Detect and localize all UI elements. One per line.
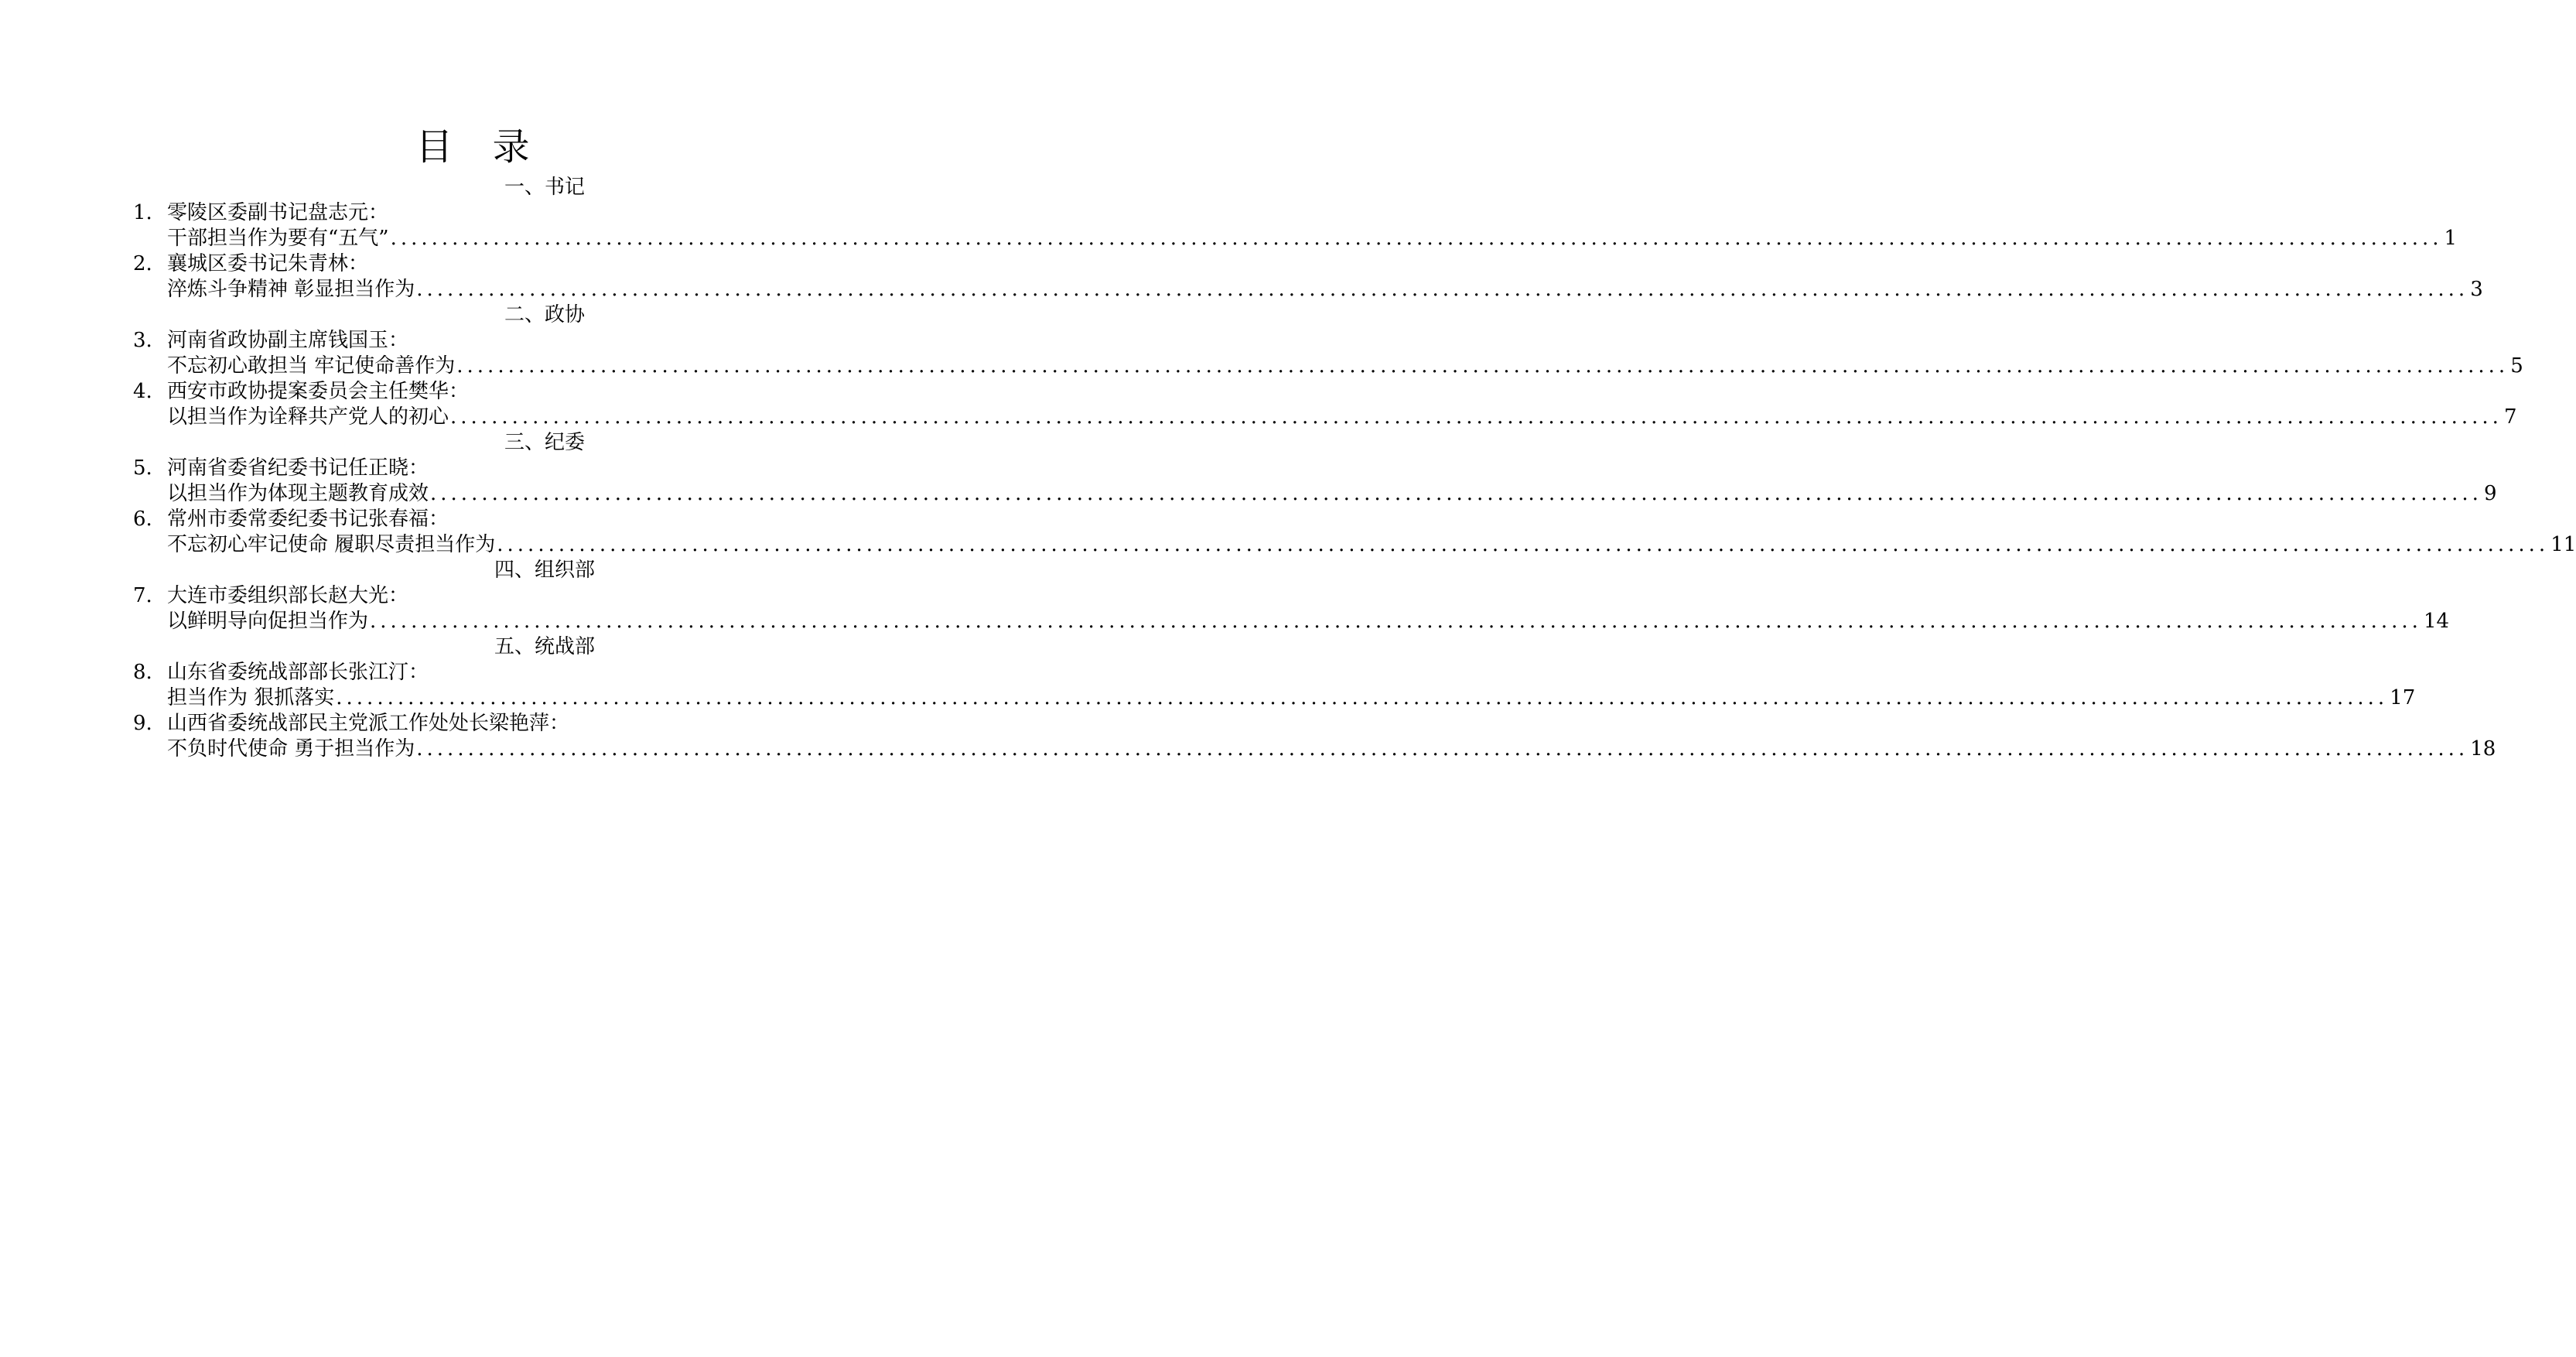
table-of-contents <box>133 175 2576 762</box>
entry-page-number: 14 <box>2423 610 2450 633</box>
toc-entry[interactable] <box>133 711 2496 762</box>
dot-leader: ........................................................................................................................................................................................................ <box>430 482 2482 505</box>
entry-number: 2. <box>133 252 152 275</box>
entry-page-number: 17 <box>2390 686 2416 709</box>
entry-page-number: 9 <box>2483 482 2497 505</box>
entry-title: 不忘初心敢担当 牢记使命善作为 <box>167 354 456 378</box>
toc-entry[interactable] <box>133 328 2523 379</box>
entry-number: 7. <box>133 584 152 607</box>
entry-number: 4. <box>133 380 152 403</box>
dot-leader: ........................................................................................................................................................................................................ <box>416 737 2469 761</box>
entry-author: 大连市委组织部长赵大光： <box>167 584 409 607</box>
toc-entry[interactable] <box>133 583 2450 634</box>
entry-author: 河南省政协副主席钱国玉： <box>167 329 409 352</box>
entry-title: 以担当作为体现主题教育成效 <box>167 482 429 505</box>
section-heading: 四、组织部 <box>494 559 595 582</box>
toc-entry[interactable] <box>133 251 2483 303</box>
entry-page-number: 1 <box>2444 227 2458 250</box>
toc-entry[interactable] <box>133 200 2458 251</box>
entry-author: 常州市委常委纪委书记张春福： <box>167 508 449 531</box>
entry-author: 山东省委统战部部长张江汀： <box>167 661 429 684</box>
entry-number: 6. <box>133 508 152 531</box>
entry-author: 河南省委省纪委书记任正晓： <box>167 456 429 480</box>
entry-title: 以担当作为诠释共产党人的初心 <box>167 405 449 429</box>
entry-title: 担当作为 狠抓落实 <box>167 686 335 709</box>
entry-title: 干部担当作为要有“五气” <box>167 227 389 250</box>
dot-leader: ........................................................................................................................................................................................................ <box>456 354 2509 378</box>
section-heading: 一、书记 <box>504 176 585 199</box>
dot-leader: ........................................................................................................................................................................................................ <box>336 686 2389 709</box>
entry-author: 襄城区委书记朱青林： <box>167 252 369 275</box>
entry-title: 不负时代使命 勇于担当作为 <box>167 737 415 761</box>
entry-author: 零陵区委副书记盘志元： <box>167 201 389 224</box>
entry-page-number: 3 <box>2470 278 2483 301</box>
entry-number: 1. <box>133 201 152 224</box>
toc-entry[interactable] <box>133 379 2517 430</box>
entry-number: 8. <box>133 661 152 684</box>
entry-page-number: 7 <box>2503 405 2517 429</box>
entry-number: 3. <box>133 329 152 352</box>
section-heading: 二、政协 <box>504 303 585 326</box>
entry-author: 山西省委统战部民主党派工作处处长梁艳萍： <box>167 712 570 735</box>
entry-title: 不忘初心牢记使命 履职尽责担当作为 <box>167 533 496 556</box>
dot-leader: ........................................................................................................................................................................................................ <box>416 278 2469 301</box>
entry-title: 淬炼斗争精神 彰显担当作为 <box>167 278 415 301</box>
section-heading: 三、纪委 <box>504 431 585 454</box>
entry-author: 西安市政协提案委员会主任樊华： <box>167 380 470 403</box>
toc-title: 目 录 <box>415 125 544 169</box>
section-heading: 五、统战部 <box>494 635 595 658</box>
entry-page-number: 11 <box>2550 533 2576 556</box>
toc-entry[interactable] <box>133 507 2576 558</box>
entry-page-number: 18 <box>2470 737 2496 761</box>
dot-leader: ........................................................................................................................................................................................................ <box>497 533 2550 556</box>
dot-leader: ........................................................................................................................................................................................................ <box>390 227 2443 250</box>
toc-entry[interactable] <box>133 660 2416 711</box>
entry-page-number: 5 <box>2510 354 2523 378</box>
dot-leader: ........................................................................................................................................................................................................ <box>370 610 2422 633</box>
entry-number: 9. <box>133 712 152 735</box>
dot-leader: ........................................................................................................................................................................................................ <box>450 405 2503 429</box>
toc-entry[interactable] <box>133 456 2497 507</box>
entry-number: 5. <box>133 456 152 480</box>
entry-title: 以鲜明导向促担当作为 <box>167 610 369 633</box>
